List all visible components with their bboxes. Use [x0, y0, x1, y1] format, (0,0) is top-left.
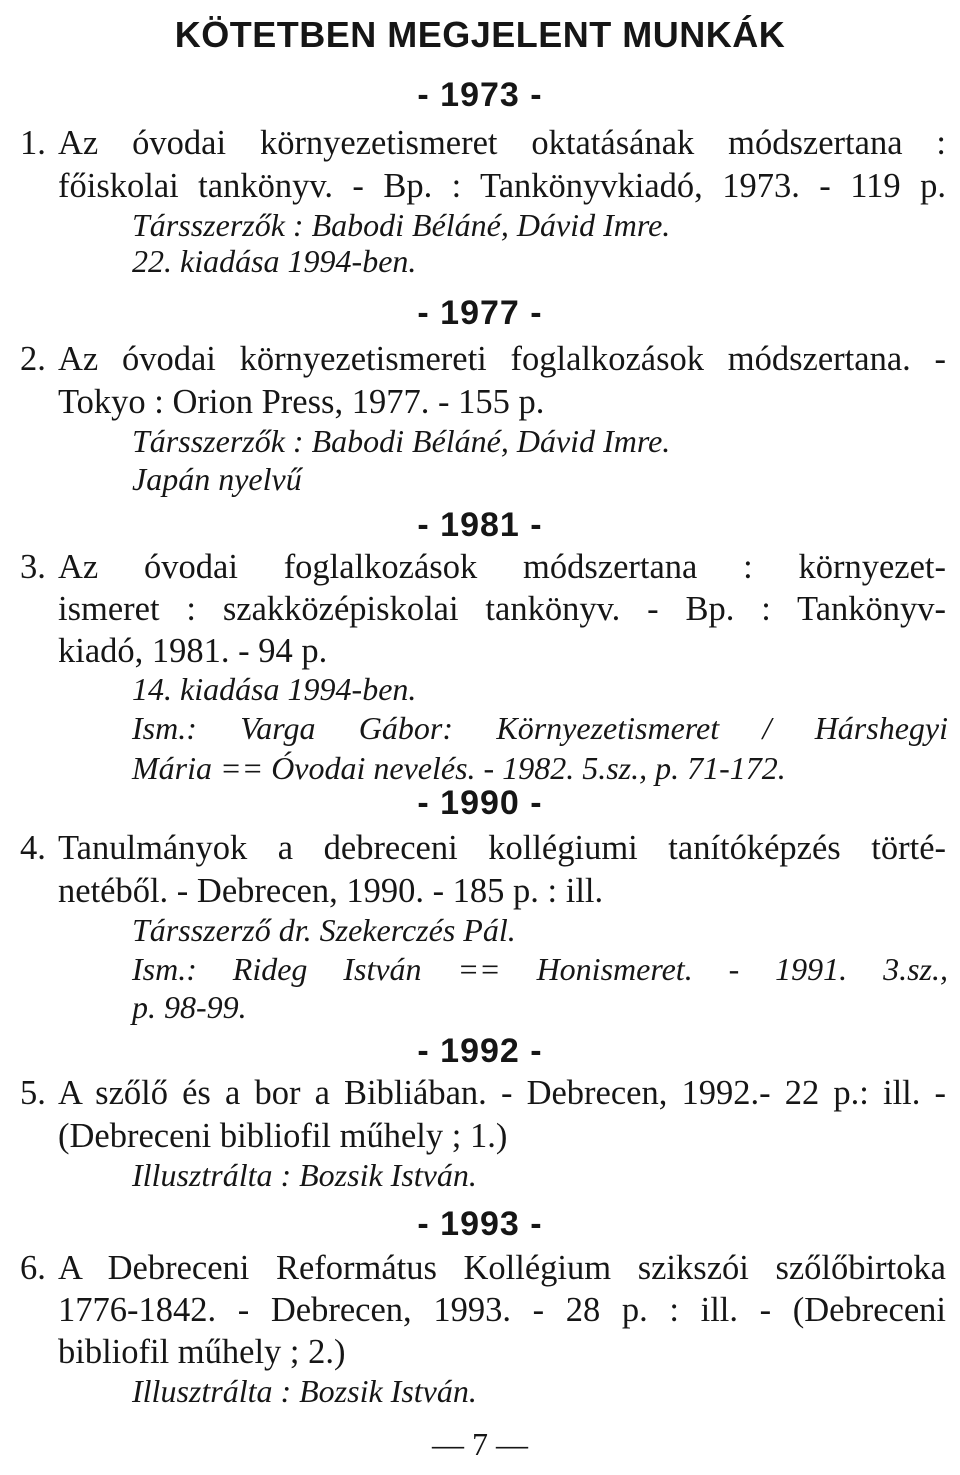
- entry-text-line: kiadó, 1981. - 94 p.: [58, 632, 328, 670]
- entry-note: 14. kiadása 1994-ben.: [132, 671, 417, 707]
- entry-number: 2.: [20, 340, 46, 378]
- entry-text-line: főiskolai tankönyv. - Bp. : Tankönyvkiadó, 1973. - 119 p.: [58, 167, 946, 205]
- entry-text-line: ismeret : szakközépiskolai tankönyv. - Bp. : Tankönyv-: [58, 590, 946, 628]
- entry-note: p. 98-99.: [132, 989, 247, 1025]
- entry-text-line: bibliofil műhely ; 2.): [58, 1333, 346, 1371]
- entry-note: Ism.: Rideg István == Honismeret. - 1991. 3.sz.,: [132, 951, 948, 987]
- entry-text-line: netéből. - Debrecen, 1990. - 185 p. : ill.: [58, 872, 604, 910]
- year-heading-1990: - 1990 -: [417, 784, 543, 822]
- entry-note: Illusztrálta : Bozsik István.: [132, 1157, 477, 1193]
- year-heading-1973: - 1973 -: [417, 76, 543, 114]
- year-heading-1981: - 1981 -: [417, 506, 543, 544]
- entry-text-line: Tanulmányok a debreceni kollégiumi tanítóképzés törté-: [58, 829, 946, 867]
- entry-note: Mária == Óvodai nevelés. - 1982. 5.sz., p. 71-172.: [132, 750, 786, 786]
- entry-note: Társszerzők : Babodi Béláné, Dávid Imre.: [132, 423, 671, 459]
- entry-note: Társszerző dr. Szekerczés Pál.: [132, 912, 516, 948]
- entry-text-line: (Debreceni bibliofil műhely ; 1.): [58, 1117, 508, 1155]
- entry-text-line: A szőlő és a bor a Bibliában. - Debrecen, 1992.- 22 p.: ill. -: [58, 1074, 946, 1112]
- entry-text-line: 1776-1842. - Debrecen, 1993. - 28 p. : ill. - (Debreceni: [58, 1291, 946, 1329]
- entry-text-line: Tokyo : Orion Press, 1977. - 155 p.: [58, 383, 545, 421]
- page-number: — 7 —: [432, 1426, 528, 1462]
- entry-number: 1.: [20, 124, 46, 162]
- entry-note: Ism.: Varga Gábor: Környezetismeret / Hárshegyi: [132, 710, 948, 746]
- entry-number: 3.: [20, 548, 46, 586]
- entry-note: Társszerzők : Babodi Béláné, Dávid Imre.: [132, 207, 671, 243]
- entry-number: 6.: [20, 1249, 46, 1287]
- entry-note: Illusztrálta : Bozsik István.: [132, 1373, 477, 1409]
- entry-note: Japán nyelvű: [132, 461, 302, 497]
- entry-text-line: Az óvodai foglalkozások módszertana : környezet-: [58, 548, 946, 586]
- year-heading-1993: - 1993 -: [417, 1205, 543, 1243]
- entry-text-line: Az óvodai környezetismereti foglalkozások módszertana. -: [58, 340, 946, 378]
- entry-number: 5.: [20, 1074, 46, 1112]
- entry-text-line: A Debreceni Református Kollégium szikszói szőlőbirtoka: [58, 1249, 946, 1287]
- page-title: KÖTETBEN MEGJELENT MUNKÁK: [174, 14, 786, 55]
- year-heading-1992: - 1992 -: [417, 1032, 543, 1070]
- entry-text-line: Az óvodai környezetismeret oktatásának módszertana :: [58, 124, 946, 162]
- year-heading-1977: - 1977 -: [417, 294, 543, 332]
- entry-note: 22. kiadása 1994-ben.: [132, 243, 417, 279]
- entry-number: 4.: [20, 829, 46, 867]
